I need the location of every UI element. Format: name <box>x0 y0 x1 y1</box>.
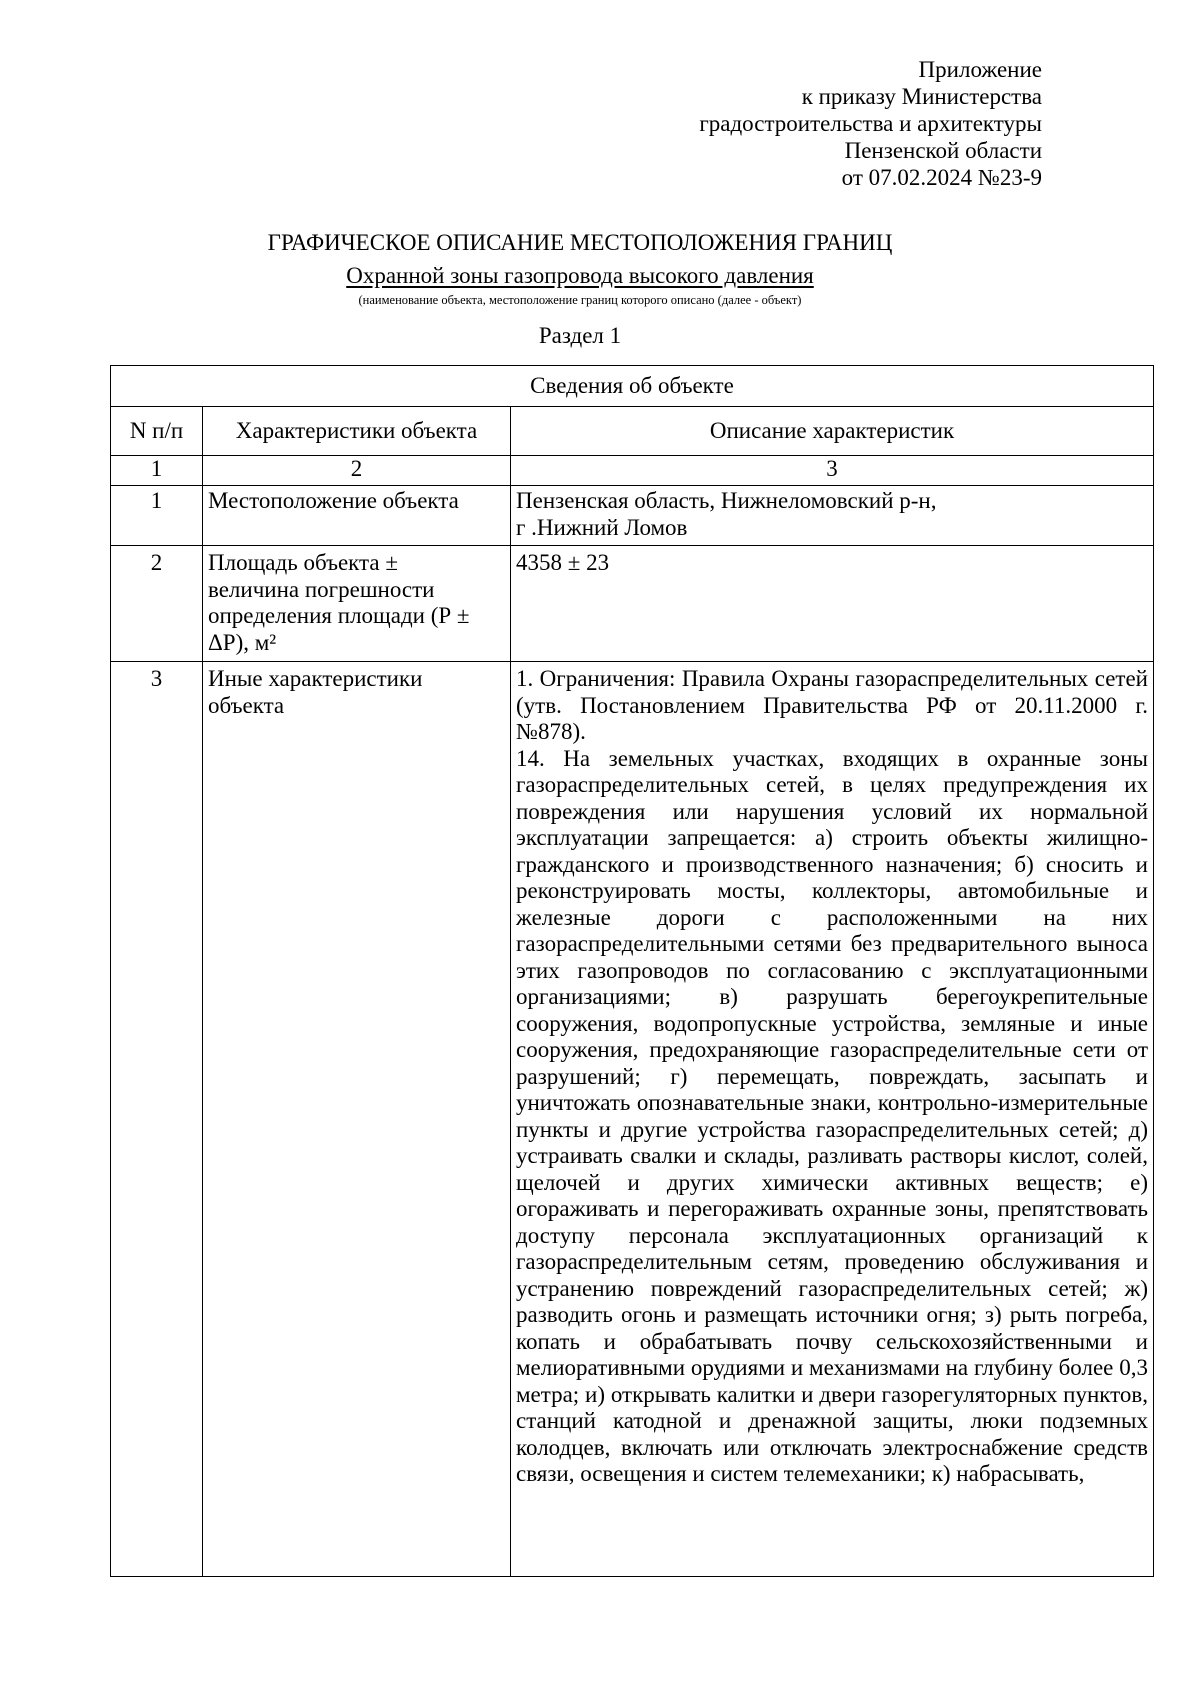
table-row <box>111 486 1154 546</box>
table-row <box>111 546 1154 662</box>
row-characteristic <box>203 662 511 1577</box>
index-cell: 3 <box>511 456 1154 486</box>
index-cell: 1 <box>111 456 203 486</box>
row-characteristic: Местоположение объекта <box>203 486 511 546</box>
appendix-line: к приказу Министерства <box>801 84 1042 109</box>
characteristic-line: Площадь объекта ± <box>208 550 398 575</box>
table-caption: Сведения об объекте <box>111 366 1154 407</box>
row-description: 4358 ± 23 <box>511 546 1154 662</box>
object-name-caption: (наименование объекта, местоположение границ которого описано (далее - объект) <box>358 293 802 307</box>
characteristic-line: определения площади (Р ± <box>208 603 470 628</box>
index-cell: 2 <box>203 456 511 486</box>
appendix-line: Пензенской области <box>844 138 1042 163</box>
appendix-line: Приложение <box>918 57 1042 82</box>
characteristic-line: величина погрешности <box>208 576 435 602</box>
characteristic-line: Иные характеристики <box>208 666 423 691</box>
row-description <box>511 486 1154 546</box>
document-title: ГРАФИЧЕСКОЕ ОПИСАНИЕ МЕСТОПОЛОЖЕНИЯ ГРАНИЦ <box>267 230 893 255</box>
characteristic-line: ΔР), м² <box>208 629 277 655</box>
row-num: 1 <box>111 486 203 546</box>
header-cell-characteristic: Характеристики объекта <box>203 407 511 456</box>
table-index-row <box>111 456 1154 486</box>
table-row <box>111 662 1154 1577</box>
table-caption-row <box>111 366 1154 407</box>
object-name-text: Охранной зоны газопровода высокого давления <box>346 263 814 288</box>
appendix-block <box>699 56 1042 191</box>
object-info-table <box>110 365 1154 1577</box>
row-num: 3 <box>111 662 203 1577</box>
description-line: г .Нижний Ломов <box>516 514 688 540</box>
object-name <box>0 262 1160 289</box>
row-characteristic <box>203 546 511 662</box>
table-header-row <box>111 407 1154 456</box>
description-paragraph: 14. На земельных участках, входящих в охранные зоны газораспределительных сетей, в целях предупреждения их повреждения или нарушения условий их нормальной эксплуатации запрещается: а) строить объекты жилищно-гражданского и производственного назначения; б) сносить и реконструировать мосты, коллекторы, автомобильные и железные дороги с расположенными на них газораспределительными сетями без предварительного выноса этих газопроводов по согласованию с эксплуатационными организациями; в) разрушать берегоукрепительные сооружения, водопропускные устройства, земляные и иные сооружения, предохраняющие газораспределительные сети от разрушений; г) перемещать, повреждать, засыпать и уничтожать опознавательные знаки, контрольно-измерительные пункты и другие устройства газораспределительных сетей; д) устраивать свалки и склады, разливать растворы кислот, солей, щелочей и других химически активных веществ; е) огораживать и перегораживать охранные зоны, препятствовать доступу персонала эксплуатационных организаций к газораспределительным сетям, проведению обслуживания и устранению повреждений газораспределительных сетей; ж) разводить огонь и размещать источники огня; з) рыть погреба, копать и обрабатывать почву сельскохозяйственными и мелиоративными орудиями и механизмами на глубину более 0,3 метра; и) открывать калитки и двери газорегуляторных пунктов, станций катодной и дренажной защиты, люки подземных колодцев, включать или отключать электроснабжение средств связи, освещения и систем телемеханики; к) набрасывать, <box>516 745 1148 1486</box>
characteristic-line: объекта <box>208 692 285 718</box>
header-cell-description: Описание характеристик <box>511 407 1154 456</box>
header-cell-num: N п/п <box>111 407 203 456</box>
appendix-line: градостроительства и архитектуры <box>699 111 1042 136</box>
description-paragraph: 1. Ограничения: Правила Охраны газораспределительных сетей (утв. Постановлением Правительства РФ от 20.11.2000 г. №878). <box>516 666 1148 744</box>
section-title: Раздел 1 <box>538 323 622 348</box>
row-description <box>511 662 1154 1577</box>
appendix-line: от 07.02.2024 №23-9 <box>841 165 1042 190</box>
description-line: Пензенская область, Нижнеломовский р-н, <box>516 488 937 513</box>
row-num: 2 <box>111 546 203 662</box>
